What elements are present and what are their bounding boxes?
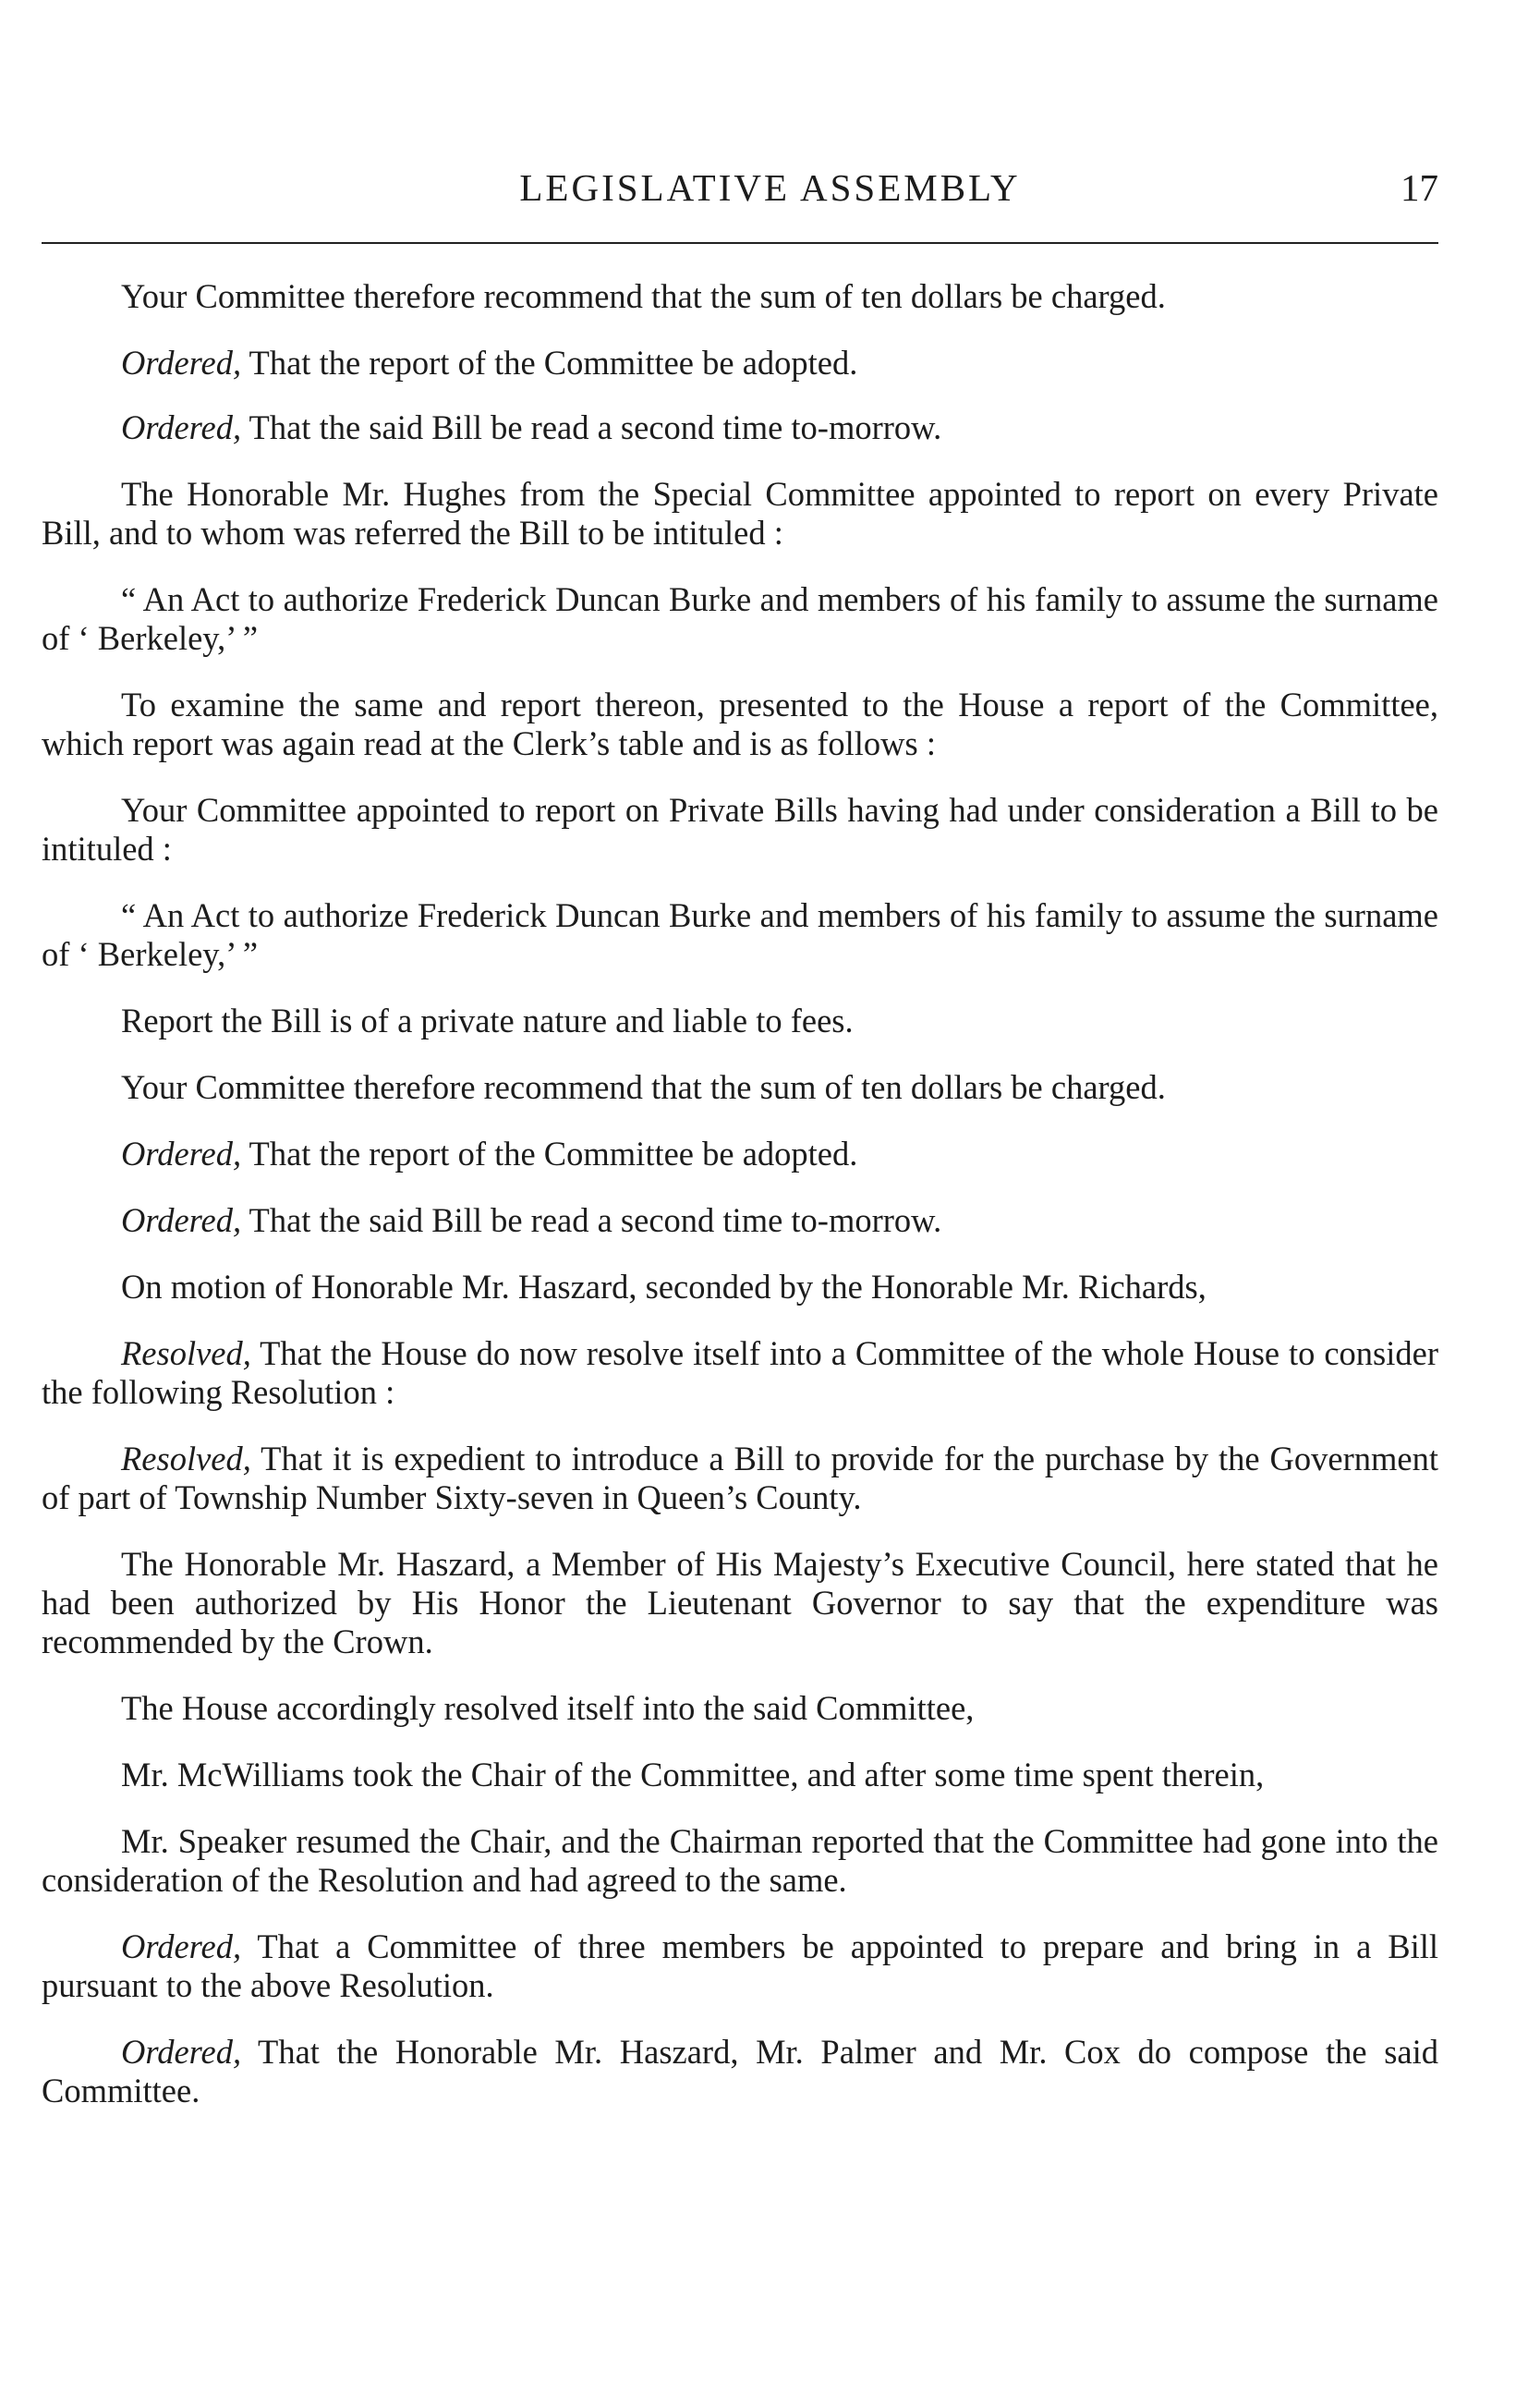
paragraph-text: That the said Bill be read a second time to-morrow. [241, 408, 942, 446]
paragraph-text: That the Honorable Mr. Haszard, Mr. Palmer and Mr. Cox do compose the said Committee. [42, 2033, 1438, 2109]
paragraph-text: That it is expedient to introduce a Bill to provide for the purchase by the Government of part of Township Number Sixty-seven in Queen’s County. [42, 1440, 1438, 1516]
paragraph-text: To examine the same and report thereon, presented to the House a report of the Committee, which report was again read at the Clerk’s table and is as follows : [42, 686, 1438, 762]
paragraph-text: That a Committee of three members be appointed to prepare and bring in a Bill pursuant to the above Resolution. [42, 1927, 1438, 2004]
paragraph-lead: Ordered, [121, 1201, 242, 1239]
paragraph [42, 1689, 1438, 1728]
paragraph-text: Your Committee appointed to report on Private Bills having had under consideration a Bill to be intituled : [42, 791, 1438, 868]
paragraph-text: The Honorable Mr. Haszard, a Member of His Majesty’s Executive Council, here stated that he had been authorized by His Honor the Lieutenant Governor to say that the expenditure was recommended by the Crown. [42, 1545, 1438, 1660]
paragraph-lead: Ordered, [121, 408, 242, 446]
paragraph-text: That the House do now resolve itself into a Committee of the whole House to consider the following Resolution : [42, 1334, 1438, 1411]
paragraph-lead: Ordered, [121, 2033, 242, 2071]
paragraph [42, 1068, 1438, 1107]
paragraph-text: Your Committee therefore recommend that the sum of ten dollars be charged. [121, 1068, 1166, 1106]
paragraph-text: On motion of Honorable Mr. Haszard, seconded by the Honorable Mr. Richards, [121, 1268, 1207, 1306]
paragraph [42, 1822, 1438, 1900]
body-text [42, 277, 1438, 2138]
paragraph-text: The Honorable Mr. Hughes from the Special Committee appointed to report on every Private Bill, and to whom was referred the Bill to be intituled : [42, 475, 1438, 552]
paragraph [42, 686, 1438, 763]
paragraph-text: The House accordingly resolved itself into the said Committee, [121, 1689, 975, 1727]
paragraph-text: That the said Bill be read a second time to-morrow. [241, 1201, 942, 1239]
paragraph [42, 1440, 1438, 1517]
paragraph-text: Mr. McWilliams took the Chair of the Committee, and after some time spent therein, [121, 1756, 1265, 1793]
paragraph-text: That the report of the Committee be adopted. [241, 344, 858, 382]
running-head [0, 164, 1540, 211]
paragraph-text: Your Committee therefore recommend that the sum of ten dollars be charged. [121, 277, 1166, 315]
paragraph-lead: Ordered, [121, 344, 242, 382]
paragraph [42, 1545, 1438, 1661]
paragraph-lead: Ordered, [121, 1135, 242, 1173]
running-title: LEGISLATIVE ASSEMBLY [519, 166, 1021, 209]
header-rule [42, 242, 1438, 244]
paragraph-text: Report the Bill is of a private nature and liable to fees. [121, 1002, 854, 1039]
paragraph [42, 580, 1438, 658]
paragraph [42, 1927, 1438, 2005]
paragraph-lead: Resolved, [121, 1334, 251, 1372]
paragraph [42, 1268, 1438, 1307]
paragraph-lead: Resolved, [121, 1440, 251, 1477]
paragraph [42, 277, 1438, 316]
paragraph [42, 1002, 1438, 1040]
paragraph [42, 791, 1438, 869]
page-number: 17 [1401, 166, 1438, 209]
paragraph [42, 1756, 1438, 1794]
paragraph [42, 1334, 1438, 1412]
paragraph [42, 896, 1438, 974]
paragraph-lead: Ordered, [121, 1927, 242, 1965]
paragraph [42, 408, 1438, 447]
paragraph-text: “ An Act to authorize Frederick Duncan Burke and members of his family to assume the surname of ‘ Berkeley,’ ” [42, 896, 1438, 973]
paragraph [42, 1201, 1438, 1240]
paragraph-text: That the report of the Committee be adopted. [241, 1135, 858, 1173]
paragraph [42, 344, 1438, 383]
paragraph [42, 475, 1438, 553]
paragraph-text: “ An Act to authorize Frederick Duncan Burke and members of his family to assume the surname of ‘ Berkeley,’ ” [42, 580, 1438, 657]
paragraph-text: Mr. Speaker resumed the Chair, and the Chairman reported that the Committee had gone into the consideration of the Resolution and had agreed to the same. [42, 1822, 1438, 1899]
paragraph [42, 2033, 1438, 2110]
paragraph [42, 1135, 1438, 1173]
